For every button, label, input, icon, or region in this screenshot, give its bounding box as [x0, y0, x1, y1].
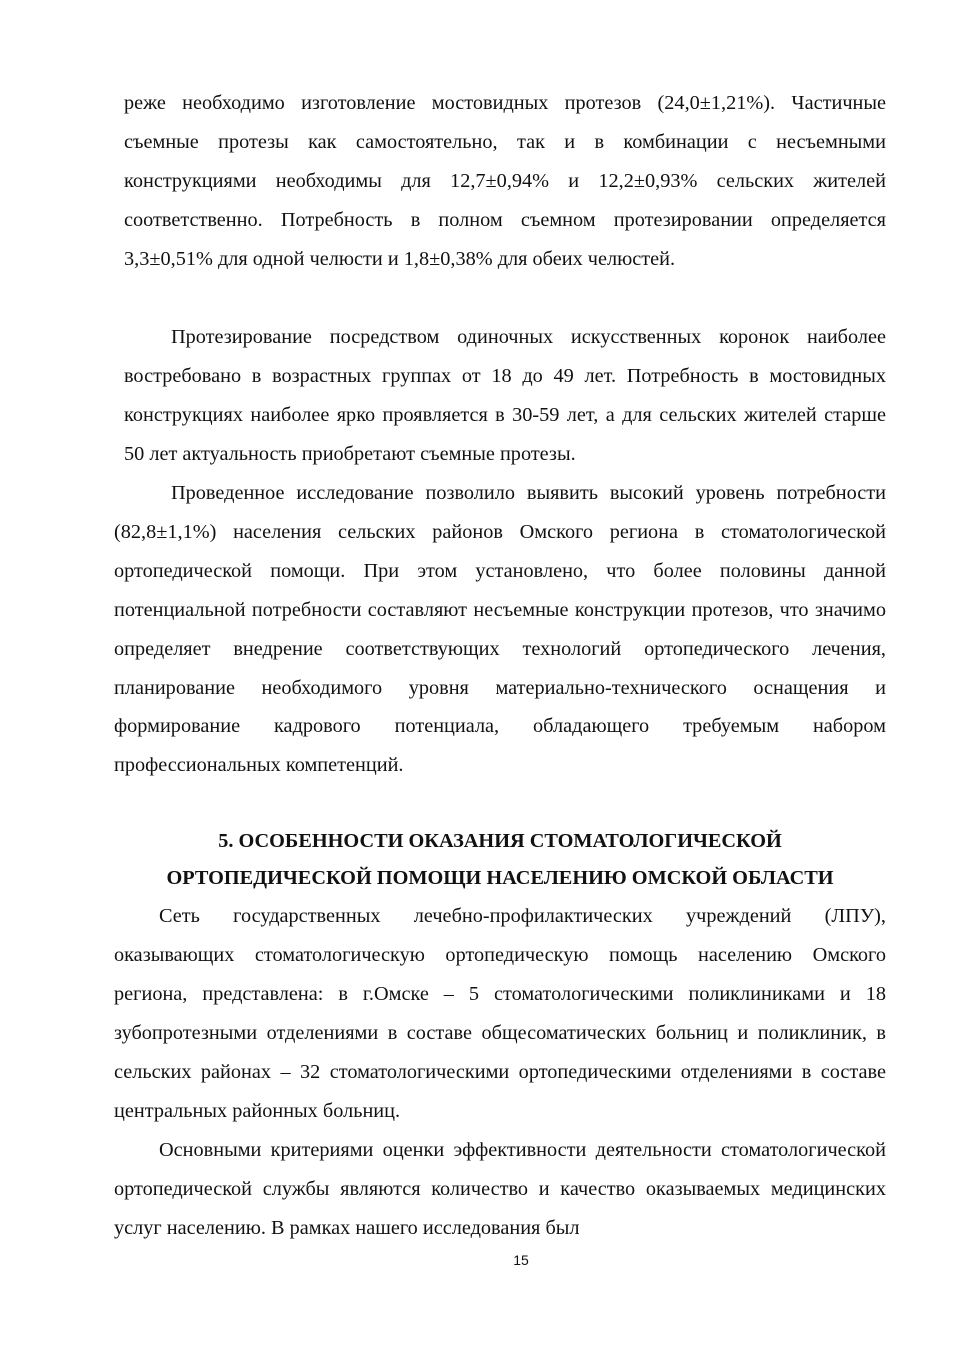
- paragraph-age-groups: Протезирование посредством одиночных искусственных коронок наиболее востребовано в возрастных группах от 18 до 49 лет. Потребность в мостовидных конструкциях наиболее ярко проявляется в 30-59 лет, а для сельских жителей старше 50 лет актуальность приобретают съемные протезы.: [124, 326, 886, 465]
- section-heading: [114, 823, 886, 897]
- paragraph-study-conclusion: Проведенное исследование позволило выявить высокий уровень потребности (82,8±1,1%) населения сельских районов Омского региона в стоматологической ортопедической помощи. При этом установлено, что более половины данной потенциальной потребности составляют несъемные конструкции протезов, что значимо определяет внедрение соответствующих технологий ортопедического лечения, планирование необходимого уровня материально-технического оснащения и формирование кадрового потенциала, обладающего требуемым набором профессиональных компетенций.: [114, 482, 886, 777]
- page-number: 15: [513, 1252, 529, 1268]
- section-heading-line-1: 5. ОСОБЕННОСТИ ОКАЗАНИЯ СТОМАТОЛОГИЧЕСКОЙ: [218, 830, 782, 852]
- paragraph-evaluation-criteria: Основными критериями оценки эффективности деятельности стоматологической ортопедической службы являются количество и качество оказываемых медицинских услуг населению. В рамках нашего исследования был: [114, 1139, 886, 1239]
- paragraph-clinic-network: Сеть государственных лечебно-профилактических учреждений (ЛПУ), оказывающих стоматологическую ортопедическую помощь населению Омского региона, представлена: в г.Омске – 5 стоматологическими поликлиниками и 18 зубопротезными отделениями в составе общесоматических больниц и поликлиник, в сельских районах – 32 стоматологическими ортопедическими отделениями в составе центральных районных больниц.: [114, 905, 886, 1122]
- section-heading-line-2: ОРТОПЕДИЧЕСКОЙ ПОМОЩИ НАСЕЛЕНИЮ ОМСКОЙ ОБЛАСТИ: [166, 867, 834, 889]
- paragraph-prosthesis-needs-continued: реже необходимо изготовление мостовидных протезов (24,0±1,21%). Частичные съемные протезы как самостоятельно, так и в комбинации с несъемными конструкциями необходимы для 12,7±0,94% и 12,2±0,93% сельских жителей соответственно. Потребность в полном съемном протезировании определяется 3,3±0,51% для одной челюсти и 1,8±0,38% для обеих челюстей.: [124, 92, 886, 270]
